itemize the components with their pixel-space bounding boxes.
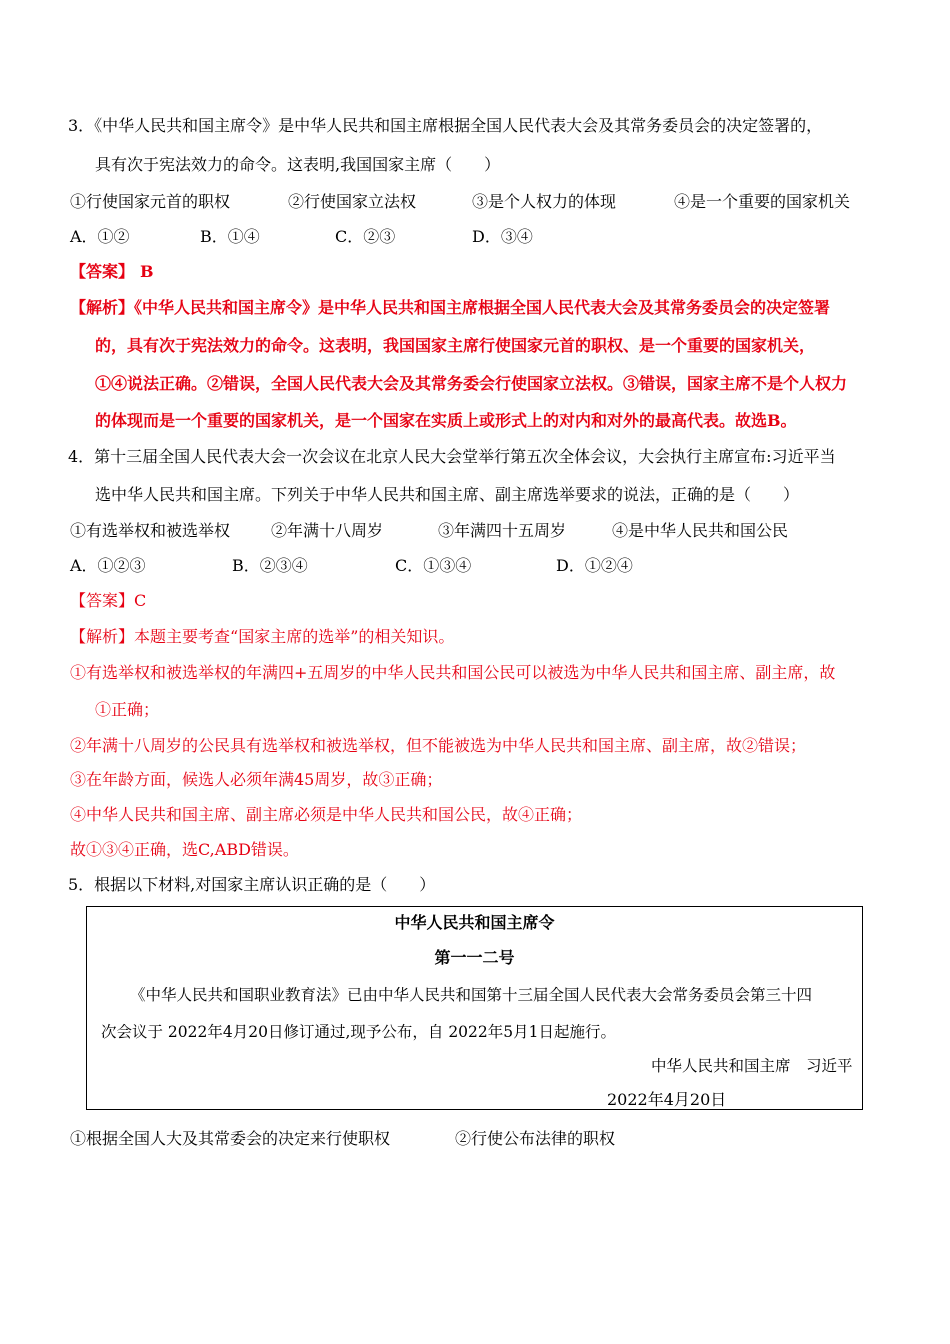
q4-option-b: B．②③④ xyxy=(232,556,308,575)
q4-answer xyxy=(70,591,146,611)
q3-statement-2: ②行使国家立法权 xyxy=(288,192,417,211)
q4-analysis-point2: ②年满十八周岁的公民具有选举权和被选举权，但不能被选为中华人民共和国主席、副主席，故②错误； xyxy=(70,736,807,755)
q4-option-a: A．①②③ xyxy=(70,556,146,575)
q4-analysis-point1: ①有选举权和被选举权的年满四+五周岁的中华人民共和国公民可以被选为中华人民共和国主席、副主席，故 xyxy=(70,663,836,682)
q5-stem: 5．根据以下材料,对国家主席认识正确的是（ ） xyxy=(68,875,436,894)
q3-stem-line1: 3．《中华人民共和国主席令》是中华人民共和国主席根据全国人民代表大会及其常务委员会的决定签署的， xyxy=(68,116,823,135)
q4-statement-3: ③年满四十五周岁 xyxy=(438,521,567,540)
q4-answer-label: 【答案】 xyxy=(70,591,135,610)
order-signature: 中华人民共和国主席 习近平 xyxy=(651,1057,853,1075)
q4-statement-4: ④是中华人民共和国公民 xyxy=(612,521,789,540)
q4-analysis-intro: 本题主要考查“国家主席的选举”的相关知识。 xyxy=(134,627,455,646)
q3-option-d: D．③④ xyxy=(472,227,533,246)
order-date: 2022年4月20日 xyxy=(607,1090,727,1109)
q3-analysis-text1: 《中华人民共和国主席令》是中华人民共和国主席根据全国人民代表大会及其常务委员会的决定签署 xyxy=(134,298,831,317)
q3-answer-value: B xyxy=(140,262,154,281)
q3-analysis-label: 【解析】 xyxy=(70,298,135,317)
q4-analysis-point3: ③在年龄方面，候选人必须年满45周岁，故③正确； xyxy=(70,770,443,789)
q4-option-c: C．①③④ xyxy=(395,556,472,575)
q3-statement-1: ①行使国家元首的职权 xyxy=(70,192,231,211)
order-body-line2: 次会议于 2022年4月20日修订通过,现予公布，自 2022年5月1日起施行。 xyxy=(101,1023,616,1041)
q5-statement-1: ①根据全国人大及其常委会的决定来行使职权 xyxy=(70,1129,391,1148)
q3-answer-label: 【答案】 xyxy=(70,262,135,281)
q4-statement-1: ①有选举权和被选举权 xyxy=(70,521,231,540)
q3-statement-4: ④是一个重要的国家机关 xyxy=(674,192,851,211)
q4-stem-line1: 4．第十三届全国人民代表大会一次会议在北京人民大会堂举行第五次全体会议，大会执行主席宣布:习近平当 xyxy=(68,447,836,466)
q3-answer xyxy=(70,262,154,282)
q4-statement-2: ②年满十八周岁 xyxy=(271,521,384,540)
q4-analysis-line-intro xyxy=(70,627,454,647)
q3-stem-line2: 具有次于宪法效力的命令。这表明,我国国家主席（ ） xyxy=(95,155,501,174)
q3-analysis-line1 xyxy=(70,298,830,318)
q4-analysis-point4: ④中华人民共和国主席、副主席必须是中华人民共和国公民，故④正确； xyxy=(70,805,583,824)
order-body-line1: 《中华人民共和国职业教育法》已由中华人民共和国第十三届全国人民代表大会常务委员会第三十四 xyxy=(130,986,813,1004)
q3-analysis-line2: 的，具有次于宪法效力的命令。这表明，我国国家主席行使国家元首的职权、是一个重要的国家机关， xyxy=(95,336,816,355)
q4-option-d: D．①②④ xyxy=(556,556,633,575)
q4-answer-value: C xyxy=(134,591,147,610)
q4-analysis-label: 【解析】 xyxy=(70,627,135,646)
q3-analysis-line4: 的体现而是一个重要的国家机关，是一个国家在实质上或形式上的对内和对外的最高代表。故选B。 xyxy=(95,411,797,430)
order-number: 第一一二号 xyxy=(434,948,515,967)
q3-option-c: C．②③ xyxy=(335,227,396,246)
q3-analysis-line3: ①④说法正确。②错误，全国人民代表大会及其常务委会行使国家立法权。③错误，国家主席不是个人权力 xyxy=(95,374,848,393)
q3-option-b: B．①④ xyxy=(200,227,260,246)
presidential-order-box xyxy=(86,906,863,1110)
q3-statement-3: ③是个人权力的体现 xyxy=(472,192,617,211)
q4-conclusion: 故①③④正确，选C,ABD错误。 xyxy=(70,840,299,859)
order-title: 中华人民共和国主席令 xyxy=(394,913,555,932)
q5-statement-2: ②行使公布法律的职权 xyxy=(455,1129,616,1148)
q4-analysis-point1-cont: ①正确； xyxy=(95,700,160,719)
q4-stem-line2: 选中华人民共和国主席。下列关于中华人民共和国主席、副主席选举要求的说法，正确的是（ ） xyxy=(95,485,800,504)
q3-option-a: A．①② xyxy=(70,227,130,246)
